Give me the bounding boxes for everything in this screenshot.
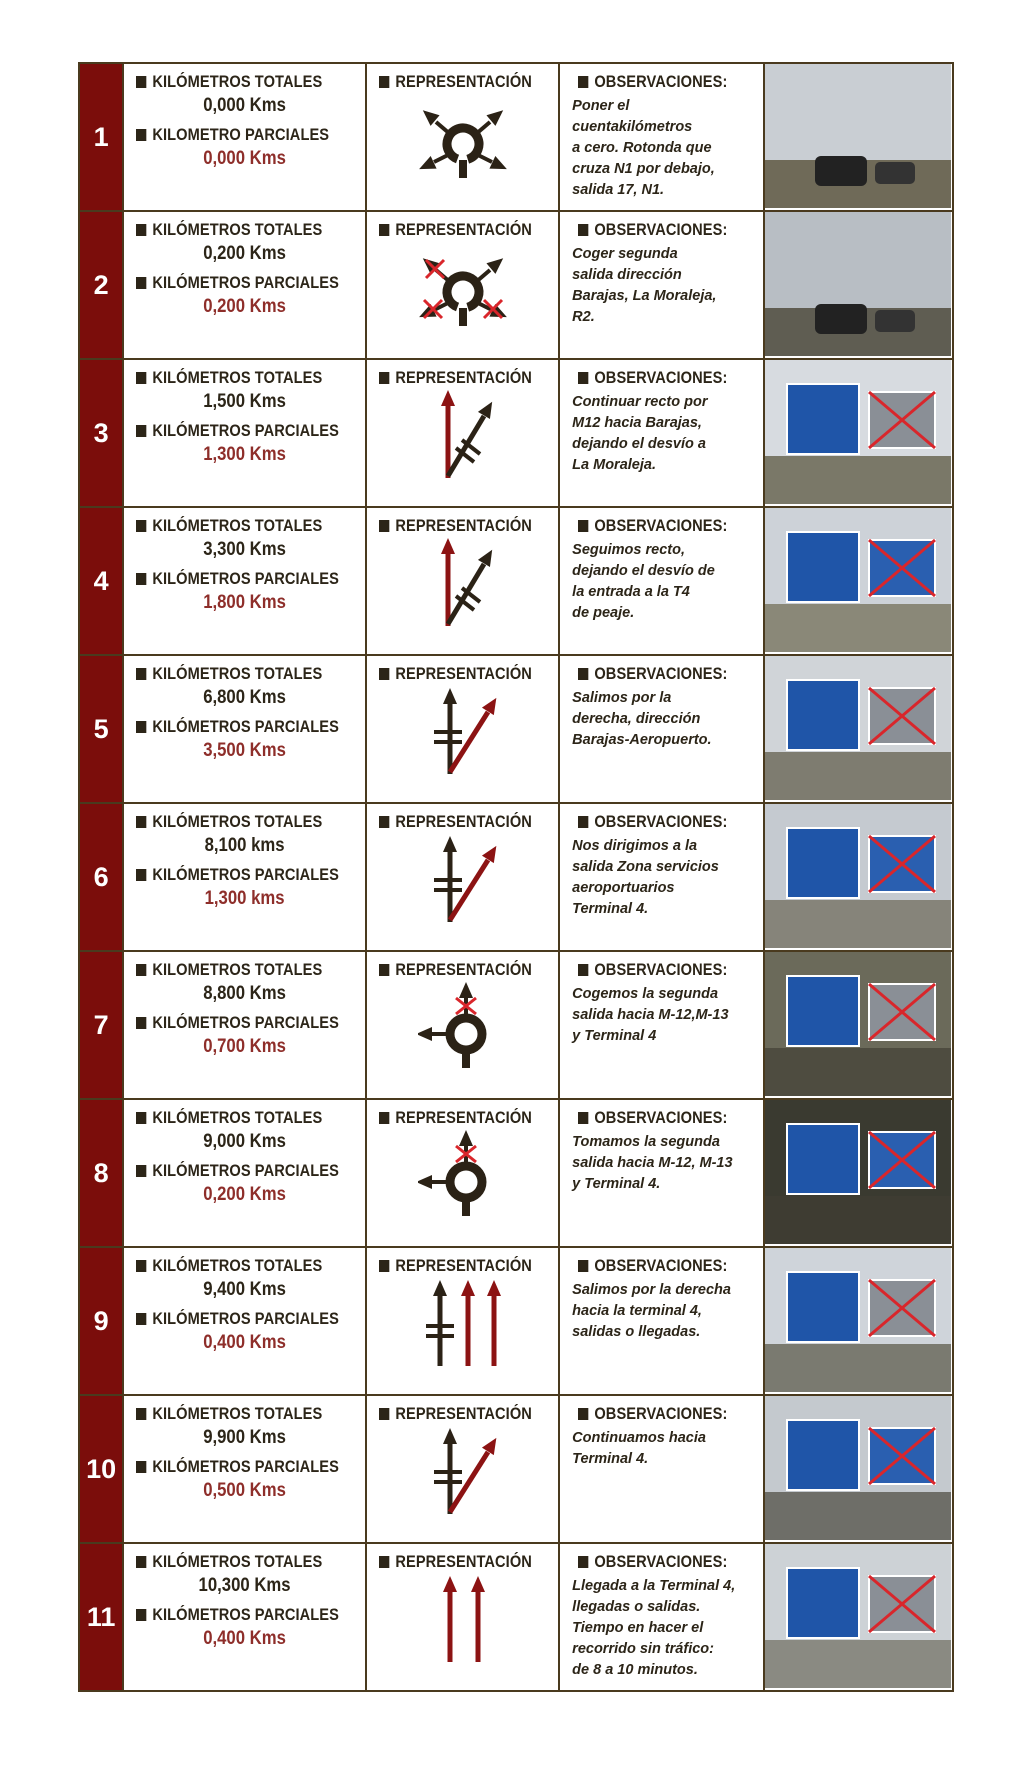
observation-line: salida hacia M-12,M-13 bbox=[572, 1007, 729, 1024]
route-body bbox=[79, 63, 953, 1691]
step-number-text: 5 bbox=[93, 713, 109, 744]
representation-cell bbox=[366, 951, 559, 1099]
observation-line: Continuar recto por bbox=[572, 394, 708, 410]
observations-text bbox=[572, 392, 755, 476]
total-km-label: KILÓMETROS TOTALES bbox=[136, 1108, 333, 1128]
observation-line: M12 hacia Barajas, bbox=[572, 415, 702, 432]
observation-line: Nos dirigimos a la bbox=[572, 838, 698, 854]
representation-header: REPRESENTACIÓN bbox=[379, 72, 533, 92]
observations-header: OBSERVACIONES: bbox=[578, 664, 737, 684]
observation-line: Barajas-Aeropuerto. bbox=[572, 732, 712, 749]
observations-text bbox=[572, 96, 755, 201]
observation-line: Llegada a la Terminal 4, bbox=[572, 1578, 736, 1594]
observations-cell bbox=[559, 63, 764, 211]
kilometers-cell bbox=[123, 1543, 366, 1691]
representation-header: REPRESENTACIÓN bbox=[379, 1256, 533, 1276]
road-sign-photo bbox=[764, 507, 953, 655]
step-number bbox=[79, 951, 123, 1099]
observation-line: cuentakilómetros bbox=[572, 119, 693, 136]
road-sign-photo bbox=[764, 655, 953, 803]
observations-text bbox=[572, 540, 755, 624]
observation-line: de peaje. bbox=[572, 605, 635, 622]
partial-km-label: KILÓMETROS PARCIALES bbox=[136, 273, 333, 293]
partial-km-label: KILÓMETROS PARCIALES bbox=[136, 717, 333, 737]
representation-header: REPRESENTACIÓN bbox=[379, 1404, 533, 1424]
partial-km-label: KILÓMETROS PARCIALES bbox=[136, 1309, 333, 1329]
observation-line: Barajas, La Moraleja, bbox=[572, 288, 717, 305]
representation-header: REPRESENTACIÓN bbox=[379, 812, 533, 832]
partial-km-value: 0,000 Kms bbox=[203, 148, 287, 169]
total-km-value: 9,000 Kms bbox=[203, 1131, 287, 1152]
representation-header: REPRESENTACIÓN bbox=[379, 960, 533, 980]
observations-header: OBSERVACIONES: bbox=[578, 1256, 737, 1276]
observations-text bbox=[572, 1132, 755, 1195]
partial-km-value: 0,400 Kms bbox=[203, 1628, 287, 1649]
observation-line: salida Zona servicios bbox=[572, 859, 719, 876]
total-km-label: KILÓMETROS TOTALES bbox=[136, 220, 333, 240]
route-row bbox=[79, 1247, 953, 1395]
representation-cell bbox=[366, 359, 559, 507]
observations-header: OBSERVACIONES: bbox=[578, 1108, 737, 1128]
route-row bbox=[79, 1543, 953, 1691]
observation-line: llegadas o salidas. bbox=[572, 1599, 701, 1616]
partial-km-value: 0,200 Kms bbox=[203, 296, 287, 317]
observation-line: Terminal 4. bbox=[572, 1451, 649, 1468]
observation-line: salida hacia M-12, M-13 bbox=[572, 1155, 733, 1172]
representation-header: REPRESENTACIÓN bbox=[379, 368, 533, 388]
route-row bbox=[79, 1395, 953, 1543]
route-row bbox=[79, 211, 953, 359]
route-row bbox=[79, 63, 953, 211]
step-number bbox=[79, 1543, 123, 1691]
observation-line: Poner el bbox=[572, 98, 630, 114]
observations-header: OBSERVACIONES: bbox=[578, 1552, 737, 1572]
step-number bbox=[79, 63, 123, 211]
kilometers-cell bbox=[123, 951, 366, 1099]
representation-header: REPRESENTACIÓN bbox=[379, 664, 533, 684]
total-km-label: KILÓMETROS TOTALES bbox=[136, 1552, 333, 1572]
observation-line: Coger segunda bbox=[572, 246, 678, 262]
total-km-label: KILOMETROS TOTALES bbox=[136, 960, 333, 980]
total-km-value: 8,800 Kms bbox=[203, 983, 287, 1004]
observation-line: salida dirección bbox=[572, 267, 682, 284]
representation-cell bbox=[366, 211, 559, 359]
observations-header: OBSERVACIONES: bbox=[578, 812, 737, 832]
step-number-text: 2 bbox=[93, 269, 109, 300]
observations-text bbox=[572, 836, 755, 920]
road-sign-photo bbox=[764, 1247, 953, 1395]
kilometers-cell bbox=[123, 803, 366, 951]
observation-line: Tomamos la segunda bbox=[572, 1134, 720, 1150]
observations-header: OBSERVACIONES: bbox=[578, 72, 737, 92]
step-number bbox=[79, 655, 123, 803]
partial-km-label: KILÓMETROS PARCIALES bbox=[136, 1161, 333, 1181]
partial-km-value: 1,300 kms bbox=[204, 888, 285, 909]
exit-right-icon bbox=[367, 834, 558, 926]
total-km-value: 9,900 Kms bbox=[203, 1427, 287, 1448]
straight-keep-left-icon bbox=[367, 538, 558, 630]
total-km-label: KILÓMETROS TOTALES bbox=[136, 664, 333, 684]
observations-header: OBSERVACIONES: bbox=[578, 220, 737, 240]
observation-line: aeroportuarios bbox=[572, 880, 675, 897]
step-number-text: 10 bbox=[86, 1453, 117, 1484]
roundabout-crossed-icon bbox=[367, 242, 558, 334]
step-number-text: 1 bbox=[93, 121, 109, 152]
partial-km-label: KILÓMETROS PARCIALES bbox=[136, 1013, 333, 1033]
roundabout-left-icon bbox=[367, 1130, 558, 1222]
observation-line: de 8 a 10 minutos. bbox=[572, 1662, 698, 1679]
route-row bbox=[79, 359, 953, 507]
observations-header: OBSERVACIONES: bbox=[578, 516, 737, 536]
observations-cell bbox=[559, 951, 764, 1099]
observations-cell bbox=[559, 359, 764, 507]
observation-line: Salimos por la bbox=[572, 690, 672, 706]
observations-cell bbox=[559, 803, 764, 951]
step-number bbox=[79, 1247, 123, 1395]
observations-text bbox=[572, 688, 755, 751]
kilometers-cell bbox=[123, 359, 366, 507]
kilometers-cell bbox=[123, 211, 366, 359]
three-lanes-icon bbox=[367, 1278, 558, 1370]
total-km-value: 10,300 Kms bbox=[198, 1575, 291, 1596]
route-row bbox=[79, 1099, 953, 1247]
step-number bbox=[79, 803, 123, 951]
route-row bbox=[79, 507, 953, 655]
observations-cell bbox=[559, 1099, 764, 1247]
roundabout-left-icon bbox=[367, 982, 558, 1074]
observation-line: y Terminal 4 bbox=[572, 1028, 657, 1045]
partial-km-value: 1,300 Kms bbox=[203, 444, 287, 465]
kilometers-cell bbox=[123, 1395, 366, 1543]
route-row bbox=[79, 655, 953, 803]
observations-text bbox=[572, 244, 755, 328]
partial-km-label: KILOMETRO PARCIALES bbox=[136, 125, 333, 145]
kilometers-cell bbox=[123, 63, 366, 211]
exit-right-icon bbox=[367, 686, 558, 778]
total-km-label: KILÓMETROS TOTALES bbox=[136, 1404, 333, 1424]
step-number-text: 4 bbox=[93, 565, 109, 596]
total-km-label: KILÓMETROS TOTALES bbox=[136, 72, 333, 92]
observations-header: OBSERVACIONES: bbox=[578, 1404, 737, 1424]
representation-cell bbox=[366, 507, 559, 655]
step-number bbox=[79, 1395, 123, 1543]
kilometers-cell bbox=[123, 655, 366, 803]
observations-cell bbox=[559, 1395, 764, 1543]
total-km-value: 0,200 Kms bbox=[203, 243, 287, 264]
observations-cell bbox=[559, 1543, 764, 1691]
observations-cell bbox=[559, 1247, 764, 1395]
step-number bbox=[79, 359, 123, 507]
partial-km-value: 1,800 Kms bbox=[203, 592, 287, 613]
total-km-value: 0,000 Kms bbox=[203, 95, 287, 116]
observation-line: La Moraleja. bbox=[572, 457, 656, 474]
straight-keep-left-icon bbox=[367, 390, 558, 482]
observation-line: recorrido sin tráfico: bbox=[572, 1641, 714, 1658]
road-sign-photo bbox=[764, 359, 953, 507]
representation-cell bbox=[366, 1099, 559, 1247]
step-number bbox=[79, 211, 123, 359]
partial-km-label: KILÓMETROS PARCIALES bbox=[136, 569, 333, 589]
total-km-label: KILÓMETROS TOTALES bbox=[136, 1256, 333, 1276]
observation-line: Tiempo en hacer el bbox=[572, 1620, 704, 1637]
representation-cell bbox=[366, 63, 559, 211]
total-km-label: KILÓMETROS TOTALES bbox=[136, 812, 333, 832]
partial-km-label: KILÓMETROS PARCIALES bbox=[136, 1605, 333, 1625]
observations-cell bbox=[559, 655, 764, 803]
kilometers-cell bbox=[123, 1099, 366, 1247]
road-sign-photo bbox=[764, 951, 953, 1099]
route-row bbox=[79, 951, 953, 1099]
route-table bbox=[78, 62, 954, 1692]
partial-km-label: KILÓMETROS PARCIALES bbox=[136, 421, 333, 441]
route-row bbox=[79, 803, 953, 951]
observations-header: OBSERVACIONES: bbox=[578, 368, 737, 388]
exit-right-icon bbox=[367, 1426, 558, 1518]
observation-line: salida 17, N1. bbox=[572, 182, 665, 199]
observation-line: R2. bbox=[572, 309, 595, 326]
step-number bbox=[79, 507, 123, 655]
representation-cell bbox=[366, 1395, 559, 1543]
partial-km-label: KILÓMETROS PARCIALES bbox=[136, 1457, 333, 1477]
observation-line: la entrada a la T4 bbox=[572, 584, 690, 601]
road-sign-photo bbox=[764, 1543, 953, 1691]
partial-km-value: 0,700 Kms bbox=[203, 1036, 287, 1057]
total-km-label: KILÓMETROS TOTALES bbox=[136, 516, 333, 536]
partial-km-value: 0,400 Kms bbox=[203, 1332, 287, 1353]
total-km-value: 3,300 Kms bbox=[203, 539, 287, 560]
observations-text bbox=[572, 1428, 755, 1470]
observations-text bbox=[572, 1280, 755, 1343]
step-number-text: 6 bbox=[93, 861, 109, 892]
observation-line: Cogemos la segunda bbox=[572, 986, 719, 1002]
observation-line: Terminal 4. bbox=[572, 901, 649, 918]
road-sign-photo bbox=[764, 803, 953, 951]
road-sign-photo bbox=[764, 1099, 953, 1247]
partial-km-value: 0,500 Kms bbox=[203, 1480, 287, 1501]
step-number-text: 3 bbox=[93, 417, 109, 448]
road-sign-photo bbox=[764, 63, 953, 211]
observation-line: derecha, dirección bbox=[572, 711, 701, 728]
kilometers-cell bbox=[123, 1247, 366, 1395]
partial-km-value: 3,500 Kms bbox=[203, 740, 287, 761]
road-sign-photo bbox=[764, 211, 953, 359]
observations-cell bbox=[559, 507, 764, 655]
two-lanes-icon bbox=[367, 1574, 558, 1666]
total-km-value: 9,400 Kms bbox=[203, 1279, 287, 1300]
observation-line: Seguimos recto, bbox=[572, 542, 685, 558]
observation-line: Salimos por la derecha bbox=[572, 1282, 731, 1298]
total-km-label: KILÓMETROS TOTALES bbox=[136, 368, 333, 388]
representation-header: REPRESENTACIÓN bbox=[379, 1552, 533, 1572]
step-number bbox=[79, 1099, 123, 1247]
observation-line: salidas o llegadas. bbox=[572, 1324, 701, 1341]
observations-header: OBSERVACIONES: bbox=[578, 960, 737, 980]
observations-cell bbox=[559, 211, 764, 359]
observation-line: Continuamos hacia bbox=[572, 1430, 706, 1446]
observation-line: y Terminal 4. bbox=[572, 1176, 661, 1193]
observation-line: dejando el desvío de bbox=[572, 563, 715, 580]
representation-cell bbox=[366, 803, 559, 951]
total-km-value: 1,500 Kms bbox=[203, 391, 287, 412]
roundabout-icon bbox=[367, 94, 558, 186]
partial-km-label: KILÓMETROS PARCIALES bbox=[136, 865, 333, 885]
step-number-text: 8 bbox=[93, 1157, 109, 1188]
representation-header: REPRESENTACIÓN bbox=[379, 220, 533, 240]
observations-text bbox=[572, 984, 755, 1047]
total-km-value: 8,100 kms bbox=[204, 835, 285, 856]
step-number-text: 9 bbox=[93, 1305, 109, 1336]
road-sign-photo bbox=[764, 1395, 953, 1543]
observations-text bbox=[572, 1576, 755, 1681]
representation-header: REPRESENTACIÓN bbox=[379, 516, 533, 536]
observation-line: dejando el desvío a bbox=[572, 436, 706, 453]
step-number-text: 7 bbox=[93, 1009, 109, 1040]
representation-cell bbox=[366, 655, 559, 803]
observation-line: hacia la terminal 4, bbox=[572, 1303, 702, 1320]
total-km-value: 6,800 Kms bbox=[203, 687, 287, 708]
step-number-text: 11 bbox=[86, 1601, 116, 1632]
representation-cell bbox=[366, 1247, 559, 1395]
observation-line: a cero. Rotonda que bbox=[572, 140, 712, 157]
partial-km-value: 0,200 Kms bbox=[203, 1184, 287, 1205]
representation-cell bbox=[366, 1543, 559, 1691]
representation-header: REPRESENTACIÓN bbox=[379, 1108, 533, 1128]
observation-line: cruza N1 por debajo, bbox=[572, 161, 715, 178]
kilometers-cell bbox=[123, 507, 366, 655]
